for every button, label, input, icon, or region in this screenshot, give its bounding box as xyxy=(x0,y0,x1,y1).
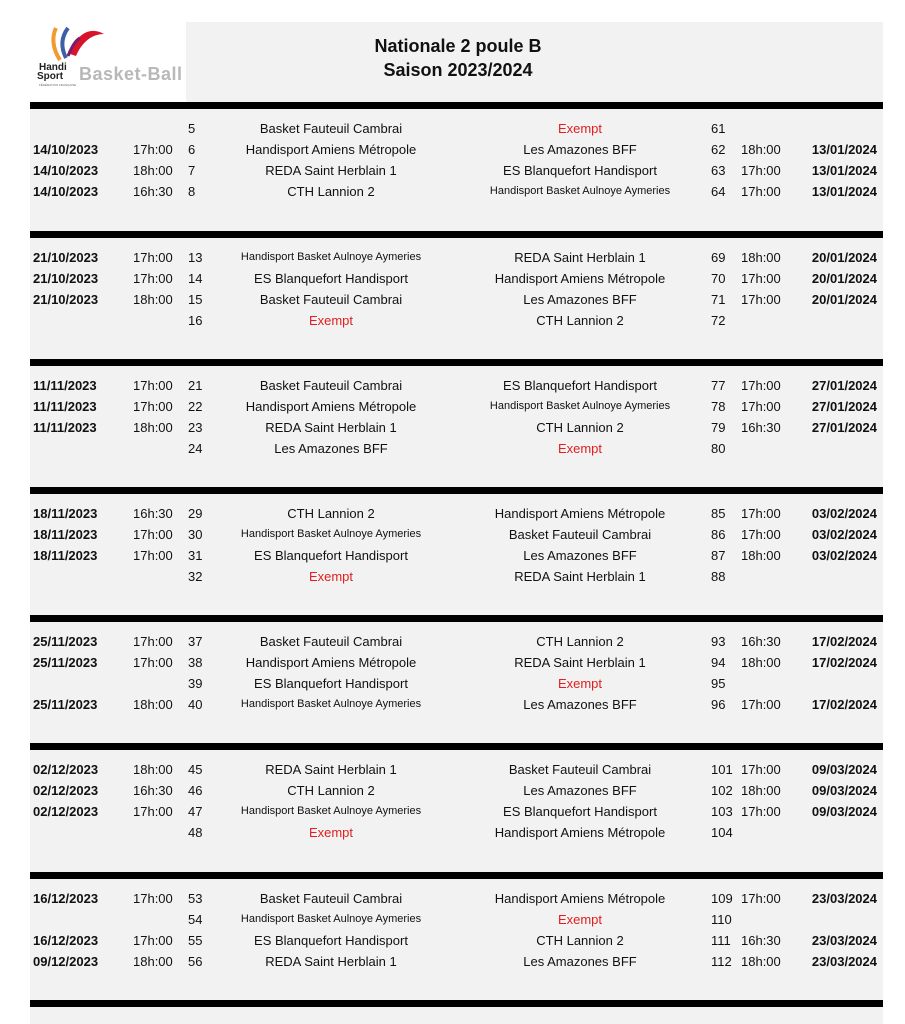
date-retour: 23/03/2024 xyxy=(811,954,877,969)
team-away: Handisport Amiens Métropole xyxy=(494,891,666,906)
match-number-aller: 30 xyxy=(188,527,203,542)
match-row xyxy=(30,545,883,566)
match-number-retour: 80 xyxy=(711,441,726,456)
team-away: Les Amazones BFF xyxy=(523,783,637,798)
date-retour: 17/02/2024 xyxy=(811,697,877,712)
date-retour: 20/01/2024 xyxy=(811,271,877,286)
date-aller: 18/11/2023 xyxy=(33,527,98,542)
heure-retour: 17h:00 xyxy=(741,527,781,542)
date-aller: 16/12/2023 xyxy=(33,891,99,906)
team-away: Basket Fauteuil Cambrai xyxy=(508,762,652,777)
round-separator xyxy=(30,359,883,366)
heure-aller: 18h:00 xyxy=(133,954,173,969)
match-number-retour: 93 xyxy=(711,634,726,649)
date-aller: 11/11/2023 xyxy=(33,378,97,393)
match-row xyxy=(30,652,883,673)
heure-aller: 18h:00 xyxy=(133,697,173,712)
match-number-aller: 37 xyxy=(188,634,203,649)
logo-basketball-text: Basket-Ball xyxy=(79,64,183,84)
team-away: Exempt xyxy=(557,912,603,927)
team-home: Exempt xyxy=(308,569,354,584)
round-separator xyxy=(30,231,883,238)
match-number-aller: 16 xyxy=(188,313,203,328)
date-retour: 27/01/2024 xyxy=(811,399,877,414)
team-away: ES Blanquefort Handisport xyxy=(503,163,657,178)
match-number-retour: 61 xyxy=(711,121,726,136)
date-retour: 17/02/2024 xyxy=(811,634,877,649)
match-row xyxy=(30,417,883,438)
team-home: ES Blanquefort Handisport xyxy=(254,933,408,948)
team-home: Handisport Amiens Métropole xyxy=(245,142,417,157)
heure-aller: 18h:00 xyxy=(133,762,173,777)
date-aller: 02/12/2023 xyxy=(33,762,99,777)
heure-retour: 17h:00 xyxy=(741,804,781,819)
date-aller: 14/10/2023 xyxy=(33,163,99,178)
date-aller: 18/11/2023 xyxy=(33,548,98,563)
team-home: Les Amazones BFF xyxy=(274,441,388,456)
match-number-aller: 13 xyxy=(188,250,203,265)
match-number-aller: 38 xyxy=(188,655,203,670)
team-away: REDA Saint Herblain 1 xyxy=(514,569,646,584)
team-home: Exempt xyxy=(308,313,354,328)
heure-retour: 18h:00 xyxy=(741,250,781,265)
match-number-aller: 21 xyxy=(188,378,203,393)
heure-retour: 16h:30 xyxy=(741,634,781,649)
match-row xyxy=(30,694,883,715)
match-number-aller: 54 xyxy=(188,912,203,927)
match-number-retour: 102 xyxy=(711,783,733,798)
match-row xyxy=(30,438,883,459)
match-number-aller: 14 xyxy=(188,271,203,286)
match-row xyxy=(30,181,883,202)
match-row xyxy=(30,930,883,951)
title-league: Nationale 2 poule B xyxy=(374,36,542,56)
match-number-retour: 71 xyxy=(711,292,726,307)
team-away: Les Amazones BFF xyxy=(523,548,637,563)
heure-retour: 18h:00 xyxy=(741,954,781,969)
match-row xyxy=(30,139,883,160)
heure-aller: 17h:00 xyxy=(133,891,173,906)
heure-retour: 17h:00 xyxy=(741,163,781,178)
team-home: CTH Lannion 2 xyxy=(287,184,375,199)
team-away: ES Blanquefort Handisport xyxy=(503,804,657,819)
match-number-retour: 87 xyxy=(711,548,726,563)
team-away: Les Amazones BFF xyxy=(523,142,637,157)
team-away: CTH Lannion 2 xyxy=(536,420,624,435)
match-row xyxy=(30,396,883,417)
heure-aller: 18h:00 xyxy=(133,163,173,178)
team-home: Handisport Basket Aulnoye Aymeries xyxy=(240,698,422,710)
heure-aller: 17h:00 xyxy=(133,655,173,670)
match-number-retour: 63 xyxy=(711,163,726,178)
date-retour: 23/03/2024 xyxy=(811,933,877,948)
match-row xyxy=(30,375,883,396)
match-number-retour: 94 xyxy=(711,655,726,670)
match-number-aller: 40 xyxy=(188,697,203,712)
match-row xyxy=(30,951,883,972)
match-number-retour: 62 xyxy=(711,142,726,157)
match-number-aller: 39 xyxy=(188,676,203,691)
page-title xyxy=(186,34,730,82)
heure-retour: 17h:00 xyxy=(741,271,781,286)
match-row xyxy=(30,247,883,268)
team-home: ES Blanquefort Handisport xyxy=(254,271,408,286)
heure-aller: 17h:00 xyxy=(133,804,173,819)
match-number-aller: 31 xyxy=(188,548,203,563)
round-separator xyxy=(30,102,883,109)
date-aller: 09/12/2023 xyxy=(33,954,99,969)
heure-retour: 18h:00 xyxy=(741,655,781,670)
date-retour: 03/02/2024 xyxy=(811,527,877,542)
date-aller: 25/11/2023 xyxy=(33,697,98,712)
team-home: Handisport Basket Aulnoye Aymeries xyxy=(240,251,422,263)
match-row xyxy=(30,118,883,139)
team-home: Basket Fauteuil Cambrai xyxy=(259,121,403,136)
heure-retour: 18h:00 xyxy=(741,783,781,798)
date-aller: 11/11/2023 xyxy=(33,420,97,435)
match-number-aller: 29 xyxy=(188,506,203,521)
date-retour: 09/03/2024 xyxy=(811,762,877,777)
team-away: ES Blanquefort Handisport xyxy=(503,378,657,393)
team-home: REDA Saint Herblain 1 xyxy=(265,420,397,435)
round-separator xyxy=(30,615,883,622)
team-home: CTH Lannion 2 xyxy=(287,506,375,521)
heure-aller: 17h:00 xyxy=(133,250,173,265)
heure-retour: 16h:30 xyxy=(741,420,781,435)
team-home: Handisport Amiens Métropole xyxy=(245,399,417,414)
team-home: Handisport Basket Aulnoye Aymeries xyxy=(240,805,422,817)
date-aller: 21/10/2023 xyxy=(33,271,99,286)
team-away: CTH Lannion 2 xyxy=(536,313,624,328)
match-number-retour: 103 xyxy=(711,804,733,819)
date-retour: 20/01/2024 xyxy=(811,292,877,307)
match-number-aller: 24 xyxy=(188,441,203,456)
heure-aller: 17h:00 xyxy=(133,378,173,393)
date-aller: 21/10/2023 xyxy=(33,250,99,265)
heure-aller: 17h:00 xyxy=(133,527,173,542)
match-number-retour: 96 xyxy=(711,697,726,712)
team-away: Basket Fauteuil Cambrai xyxy=(508,527,652,542)
team-away: Handisport Amiens Métropole xyxy=(494,271,666,286)
heure-aller: 17h:00 xyxy=(133,634,173,649)
team-away: Handisport Basket Aulnoye Aymeries xyxy=(489,400,671,412)
date-retour: 13/01/2024 xyxy=(811,163,877,178)
match-number-retour: 78 xyxy=(711,399,726,414)
match-number-retour: 69 xyxy=(711,250,726,265)
heure-aller: 17h:00 xyxy=(133,933,173,948)
match-row xyxy=(30,631,883,652)
date-retour: 03/02/2024 xyxy=(811,506,877,521)
match-row xyxy=(30,888,883,909)
team-home: Handisport Basket Aulnoye Aymeries xyxy=(240,913,422,925)
team-away: Exempt xyxy=(557,676,603,691)
team-away: REDA Saint Herblain 1 xyxy=(514,250,646,265)
team-away: Les Amazones BFF xyxy=(523,292,637,307)
team-home: Basket Fauteuil Cambrai xyxy=(259,891,403,906)
date-aller: 25/11/2023 xyxy=(33,655,98,670)
match-number-aller: 15 xyxy=(188,292,203,307)
team-away: Handisport Amiens Métropole xyxy=(494,506,666,521)
match-number-aller: 48 xyxy=(188,825,203,840)
round-separator xyxy=(30,872,883,879)
match-row xyxy=(30,310,883,331)
logo-tagline: FÉDÉRATION FRANÇAISE xyxy=(39,83,77,87)
round-separator xyxy=(30,743,883,750)
team-home: Handisport Amiens Métropole xyxy=(245,655,417,670)
date-aller: 18/11/2023 xyxy=(33,506,98,521)
team-home: ES Blanquefort Handisport xyxy=(254,548,408,563)
match-number-retour: 70 xyxy=(711,271,726,286)
match-number-retour: 112 xyxy=(711,954,732,969)
heure-aller: 16h:30 xyxy=(133,783,173,798)
heure-aller: 17h:00 xyxy=(133,142,173,157)
team-home: Basket Fauteuil Cambrai xyxy=(259,378,403,393)
logo-handi-text: Handi xyxy=(39,62,67,73)
date-aller: 02/12/2023 xyxy=(33,804,99,819)
heure-aller: 16h:30 xyxy=(133,184,173,199)
team-away: REDA Saint Herblain 1 xyxy=(514,655,646,670)
team-away: Exempt xyxy=(557,121,603,136)
match-number-aller: 53 xyxy=(188,891,203,906)
match-row xyxy=(30,289,883,310)
match-row xyxy=(30,503,883,524)
team-away: CTH Lannion 2 xyxy=(536,634,624,649)
date-retour: 09/03/2024 xyxy=(811,804,877,819)
match-number-retour: 85 xyxy=(711,506,726,521)
date-retour: 09/03/2024 xyxy=(811,783,877,798)
team-away: Les Amazones BFF xyxy=(523,954,637,969)
match-number-aller: 47 xyxy=(188,804,203,819)
heure-aller: 17h:00 xyxy=(133,399,173,414)
team-home: REDA Saint Herblain 1 xyxy=(265,762,397,777)
date-retour: 03/02/2024 xyxy=(811,548,877,563)
match-number-retour: 110 xyxy=(711,912,732,927)
match-number-retour: 111 xyxy=(711,933,731,948)
handisport-emblem-icon xyxy=(46,24,106,66)
match-number-aller: 56 xyxy=(188,954,203,969)
team-home: ES Blanquefort Handisport xyxy=(254,676,408,691)
team-home: CTH Lannion 2 xyxy=(287,783,375,798)
team-home: Basket Fauteuil Cambrai xyxy=(259,292,403,307)
team-away: Les Amazones BFF xyxy=(523,697,637,712)
heure-retour: 17h:00 xyxy=(741,184,781,199)
date-aller: 25/11/2023 xyxy=(33,634,98,649)
round-separator xyxy=(30,1000,883,1007)
heure-aller: 17h:00 xyxy=(133,548,173,563)
match-row xyxy=(30,759,883,780)
match-row xyxy=(30,780,883,801)
match-number-retour: 64 xyxy=(711,184,726,199)
match-number-aller: 8 xyxy=(188,184,196,199)
match-number-aller: 55 xyxy=(188,933,203,948)
heure-retour: 17h:00 xyxy=(741,762,781,777)
heure-retour: 17h:00 xyxy=(741,891,781,906)
match-number-aller: 32 xyxy=(188,569,203,584)
heure-aller: 17h:00 xyxy=(133,271,173,286)
team-away: CTH Lannion 2 xyxy=(536,933,624,948)
date-retour: 13/01/2024 xyxy=(811,142,877,157)
team-away: Exempt xyxy=(557,441,603,456)
match-number-retour: 79 xyxy=(711,420,726,435)
date-retour: 13/01/2024 xyxy=(811,184,877,199)
match-row xyxy=(30,160,883,181)
match-row xyxy=(30,566,883,587)
date-retour: 27/01/2024 xyxy=(811,378,877,393)
logo-sport-text: Sport xyxy=(37,71,64,82)
heure-retour: 17h:00 xyxy=(741,378,781,393)
date-retour: 17/02/2024 xyxy=(811,655,877,670)
match-number-retour: 72 xyxy=(711,313,726,328)
match-row xyxy=(30,524,883,545)
heure-retour: 17h:00 xyxy=(741,292,781,307)
heure-aller: 18h:00 xyxy=(133,292,173,307)
heure-retour: 17h:00 xyxy=(741,697,781,712)
match-row xyxy=(30,801,883,822)
match-number-retour: 104 xyxy=(711,825,733,840)
match-number-retour: 88 xyxy=(711,569,726,584)
match-number-aller: 6 xyxy=(188,142,196,157)
date-retour: 27/01/2024 xyxy=(811,420,877,435)
heure-retour: 17h:00 xyxy=(741,506,781,521)
date-aller: 16/12/2023 xyxy=(33,933,99,948)
match-number-retour: 86 xyxy=(711,527,726,542)
header xyxy=(30,22,883,102)
match-number-retour: 77 xyxy=(711,378,726,393)
match-number-retour: 109 xyxy=(711,891,733,906)
match-row xyxy=(30,673,883,694)
team-home: REDA Saint Herblain 1 xyxy=(265,954,397,969)
date-retour: 20/01/2024 xyxy=(811,250,877,265)
match-number-aller: 5 xyxy=(188,121,196,136)
match-number-aller: 22 xyxy=(188,399,203,414)
match-number-aller: 7 xyxy=(188,163,196,178)
date-aller: 21/10/2023 xyxy=(33,292,99,307)
match-number-retour: 95 xyxy=(711,676,726,691)
handisport-logo xyxy=(30,22,186,102)
match-number-aller: 45 xyxy=(188,762,203,777)
title-season: Saison 2023/2024 xyxy=(383,60,533,80)
match-number-aller: 46 xyxy=(188,783,203,798)
date-retour: 23/03/2024 xyxy=(811,891,877,906)
heure-aller: 16h:30 xyxy=(133,506,173,521)
match-number-aller: 23 xyxy=(188,420,203,435)
date-aller: 11/11/2023 xyxy=(33,399,97,414)
team-home: REDA Saint Herblain 1 xyxy=(265,163,397,178)
match-row xyxy=(30,822,883,843)
heure-aller: 18h:00 xyxy=(133,420,173,435)
team-away: Handisport Amiens Métropole xyxy=(494,825,666,840)
match-row xyxy=(30,268,883,289)
team-home: Basket Fauteuil Cambrai xyxy=(259,634,403,649)
team-home: Handisport Basket Aulnoye Aymeries xyxy=(240,528,422,540)
team-home: Exempt xyxy=(308,825,354,840)
date-aller: 14/10/2023 xyxy=(33,184,99,199)
team-away: Handisport Basket Aulnoye Aymeries xyxy=(489,185,671,197)
heure-retour: 18h:00 xyxy=(741,142,781,157)
heure-retour: 17h:00 xyxy=(741,399,781,414)
match-number-retour: 101 xyxy=(711,762,733,777)
round-separator xyxy=(30,487,883,494)
date-aller: 02/12/2023 xyxy=(33,783,99,798)
heure-retour: 18h:00 xyxy=(741,548,781,563)
match-row xyxy=(30,909,883,930)
heure-retour: 16h:30 xyxy=(741,933,781,948)
date-aller: 14/10/2023 xyxy=(33,142,99,157)
